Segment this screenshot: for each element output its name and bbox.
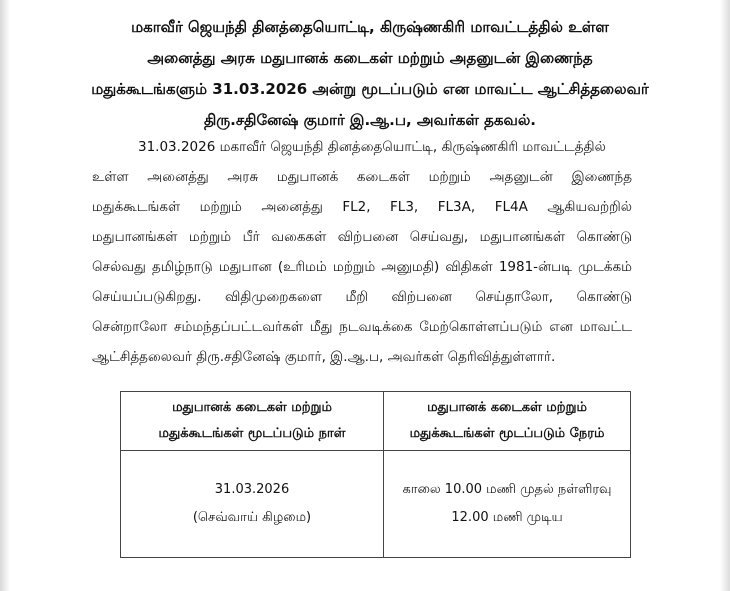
body-line: சென்றாலோ சம்மந்தப்பட்டவர்கள் மீது நடவடிக்கை மேற்கொள்ளப்படும் என மாவட்ட	[92, 319, 632, 335]
body-paragraph	[92, 132, 632, 372]
closure-time-end: 12.00 மணி முடிய	[451, 510, 563, 525]
header-text: மதுபானக் கடைகள் மற்றும்	[427, 400, 587, 415]
header-closure-time	[384, 392, 631, 451]
body-line: உள்ள அனைத்து அரசு மதுபானக் கடைகள் மற்றும் அதனுடன் இணைந்த	[92, 169, 632, 185]
body-line: மதுக்கூடங்கள் மற்றும் அனைத்து FL2, FL3, FL3A, FL4A ஆகியவற்றில்	[92, 199, 632, 215]
body-line: செல்வது தமிழ்நாடு மதுபான (உரிமம் மற்றும் அனுமதி) விதிகள் 1981-ன்படி முடக்கம்	[92, 259, 632, 275]
closure-timing-table	[120, 391, 631, 558]
body-line: ஆட்சித்தலைவர் திரு.சதினேஷ் குமார், இ.ஆ.ப, அவர்கள் தெரிவித்துள்ளார்.	[92, 349, 556, 365]
closure-date: 31.03.2026	[214, 482, 290, 497]
title-line: மதுக்கூடங்களும் 31.03.2026 அன்று மூடப்படும் என மாவட்ட ஆட்சித்தலைவர்	[91, 80, 649, 98]
table-header-row	[121, 392, 631, 451]
table-row	[121, 451, 631, 558]
body-line: மதுபானங்கள் மற்றும் பீர் வகைகள் விற்பனை செய்வது, மதுபானங்கள் கொண்டு	[92, 229, 632, 245]
document-title	[80, 12, 660, 136]
closure-day: (செவ்வாய் கிழமை)	[192, 510, 312, 525]
title-line: திரு.சதினேஷ் குமார் இ.ஆ.ப, அவர்கள் தகவல்.	[203, 111, 537, 129]
closure-date-cell	[121, 451, 384, 558]
body-line: 31.03.2026 மகாவீர் ஜெயந்தி தினத்தையொட்டி, கிருஷ்ணகிரி மாவட்டத்தில்	[138, 139, 606, 155]
closure-time-start: காலை 10.00 மணி முதல் நள்ளிரவு	[402, 482, 612, 497]
header-closure-date	[121, 392, 384, 451]
closure-time-cell	[384, 451, 631, 558]
title-line: அனைத்து அரசு மதுபானக் கடைகள் மற்றும் அதனுடன் இணைந்த	[147, 49, 593, 67]
header-text: மதுக்கூடங்கள் மூடப்படும் நாள்	[158, 426, 346, 441]
title-line: மகாவீர் ஜெயந்தி தினத்தையொட்டி, கிருஷ்ணகிரி மாவட்டத்தில் உள்ள	[131, 18, 609, 36]
header-text: மதுக்கூடங்கள் மூடப்படும் நேரம்	[409, 426, 605, 441]
body-line: செய்யப்படுகிறது. விதிமுறைகளை மீறி விற்பனை செய்தாலோ, கொண்டு	[92, 289, 632, 305]
header-text: மதுபானக் கடைகள் மற்றும்	[172, 400, 332, 415]
